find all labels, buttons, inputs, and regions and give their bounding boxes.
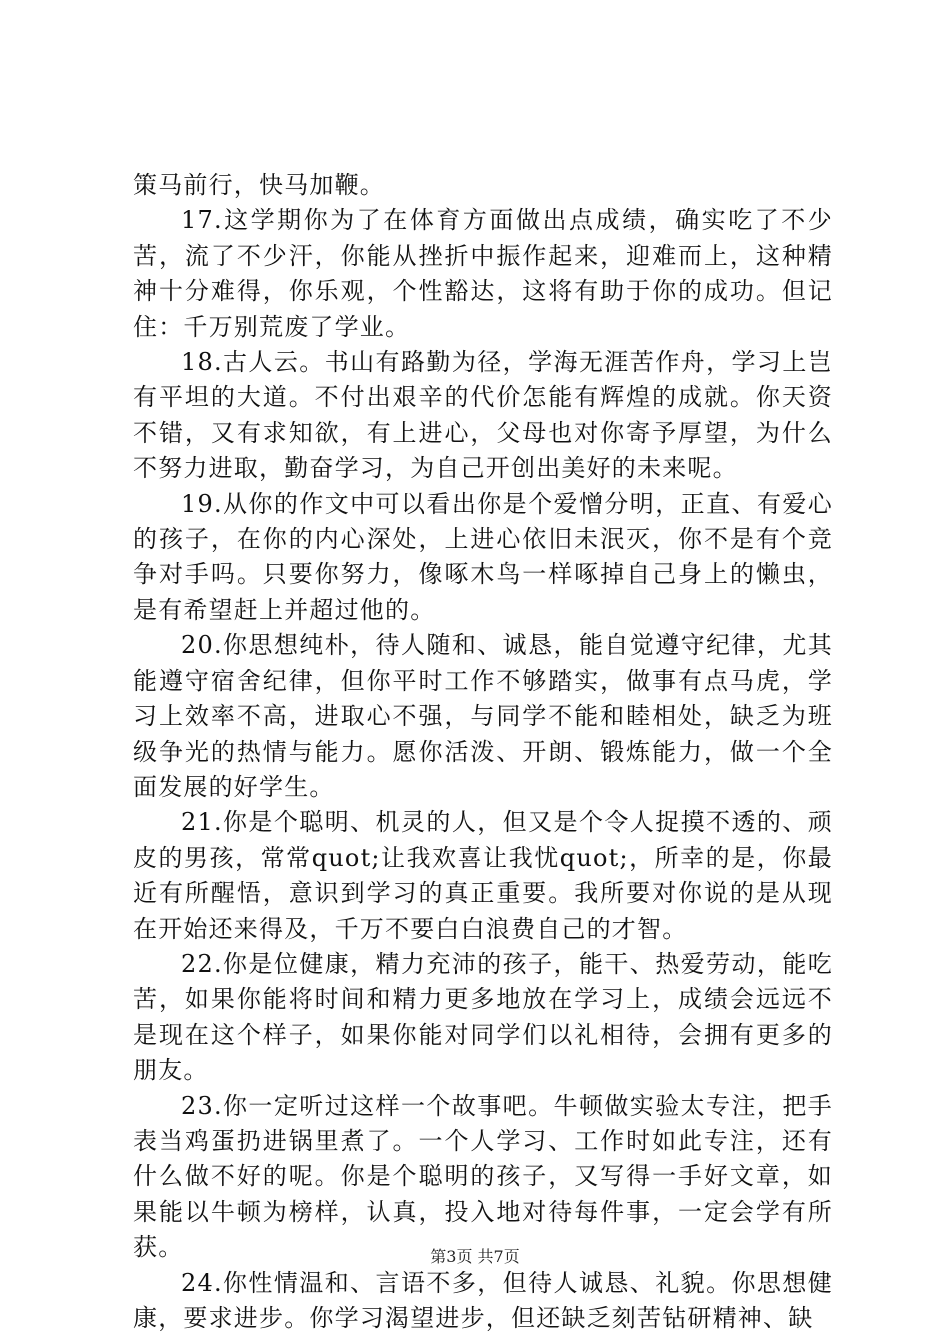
paragraph: 17.这学期你为了在体育方面做出点成绩，确实吃了不少苦，流了不少汗，你能从挫折中振作起来，迎难而上，这种精神十分难得，你乐观，个性豁达，这将有助于你的成功。但记住：千万别荒废了学业。 xyxy=(133,206,833,341)
paragraph: 21.你是个聪明、机灵的人，但又是个令人捉摸不透的、顽皮的男孩，常常quot;让我欢喜让我忧quot;，所幸的是，你最近有所醒悟，意识到学习的真正重要。我所要对你说的是从现在开始还来得及，千万不要白白浪费自己的才智。 xyxy=(133,808,833,943)
paragraph: 20.你思想纯朴，待人随和、诚恳，能自觉遵守纪律，尤其能遵守宿舍纪律，但你平时工作不够踏实，做事有点马虎，学习上效率不高，进取心不强，与同学不能和睦相处，缺乏为班级争光的热情与能力。愿你活泼、开朗、锻炼能力，做一个全面发展的好学生。 xyxy=(133,631,833,801)
paragraph: 策马前行，快马加鞭。 xyxy=(133,171,385,199)
paragraph: 24.你性情温和、言语不多，但待人诚恳、礼貌。你思想健康，要求进步。你学习渴望进步，但还缺乏刻苦钻研精神、缺 xyxy=(133,1268,833,1332)
paragraph: 23.你一定听过这样一个故事吧。牛顿做实验太专注，把手表当鸡蛋扔进锅里煮了。一个人学习、工作时如此专注，还有什么做不好的呢。你是个聪明的孩子，又写得一手好文章，如果能以牛顿为榜样，认真，投入地对待每件事，一定会学有所获。 xyxy=(133,1091,833,1262)
paragraph: 22.你是位健康，精力充沛的孩子，能干、热爱劳动，能吃苦，如果你能将时间和精力更多地放在学习上，成绩会远远不是现在这个样子，如果你能对同学们以礼相待，会拥有更多的朋友。 xyxy=(133,949,833,1085)
paragraph: 18.古人云。书山有路勤为径，学海无涯苦作舟，学习上岂有平坦的大道。不付出艰辛的代价怎能有辉煌的成就。你天资不错，又有求知欲，有上进心，父母也对你寄予厚望，为什么不努力进取，勤奋学习，为自己开创出美好的未来呢。 xyxy=(133,348,833,483)
page-footer xyxy=(0,1244,950,1267)
paragraph: 19.从你的作文中可以看出你是个爱憎分明，正直、有爱心的孩子，在你的内心深处，上进心依旧未泯灭，你不是有个竞争对手吗。只要你努力，像啄木鸟一样啄掉自己身上的懒虫，是有希望赶上并超过他的。 xyxy=(133,489,833,624)
page-number-label: 第3页 共7页 xyxy=(430,1247,520,1266)
document-body xyxy=(133,168,833,1336)
